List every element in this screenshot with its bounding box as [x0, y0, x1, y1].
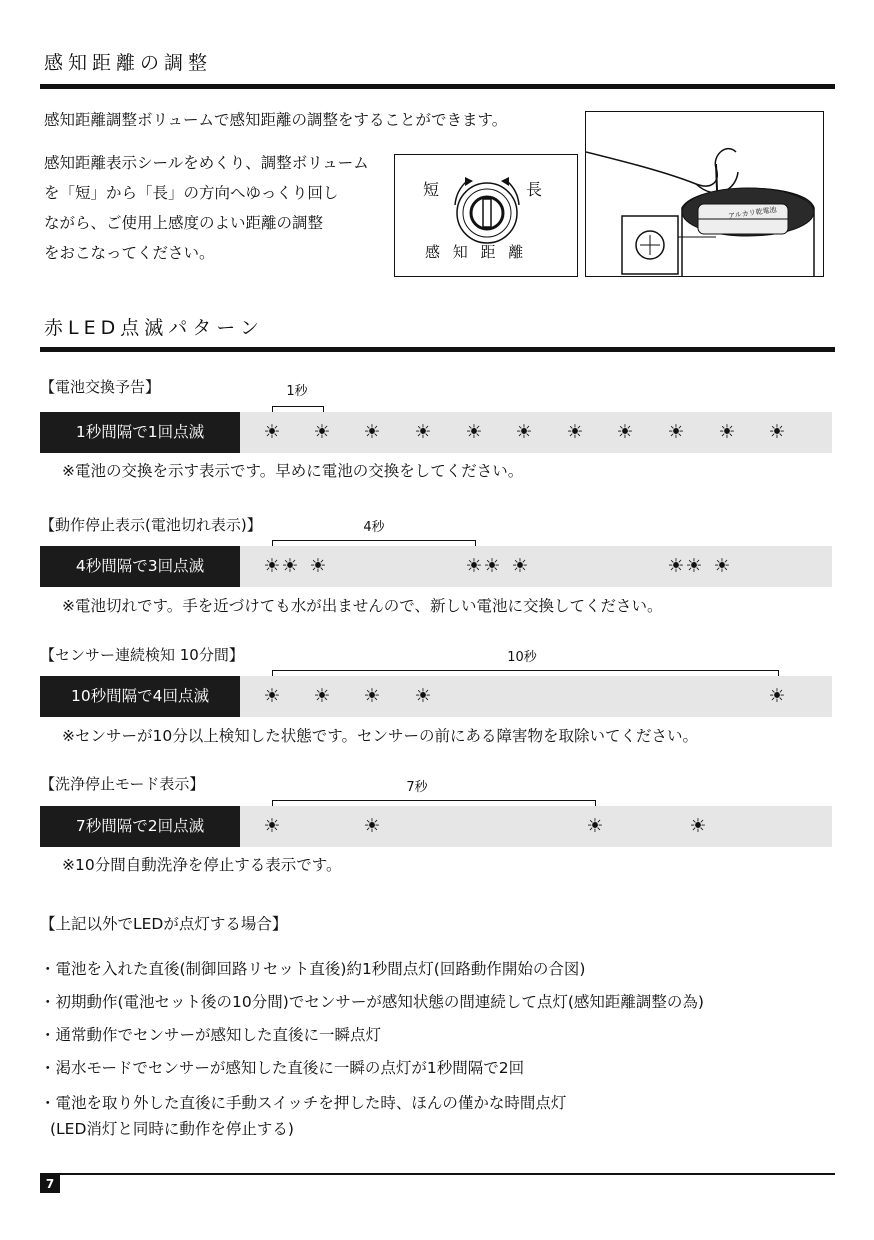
dial-long-label: 長 [526, 180, 543, 199]
led-blink-icon: ☀ [616, 421, 634, 443]
pattern-bar [40, 806, 832, 847]
list-item: ・初期動作(電池セット後の10分間)でセンサーが感知状態の間連続して点灯(感知距離調整の為) [40, 993, 704, 1011]
bracket-label: 4秒 [363, 520, 385, 535]
led-blink-icon: ☀ [768, 421, 786, 443]
bracket-label: 7秒 [406, 780, 428, 795]
page-number: 7 [40, 1175, 60, 1193]
pattern-label: 1秒間隔で1回点滅 [40, 412, 240, 453]
pattern-bar [40, 412, 832, 453]
intro-text: 感知距離調整ボリュームで感知距離の調整をすることができます。 [44, 111, 508, 129]
pattern-label: 7秒間隔で2回点滅 [40, 806, 240, 847]
section-title-led: 赤LED点滅パターン [44, 317, 264, 339]
footer-rule [40, 1173, 835, 1175]
led-blink-icon: ☀ [414, 421, 432, 443]
led-blink-icon: ☀ [465, 555, 483, 577]
pattern-note: ※センサーが10分以上検知した状態です。センサーの前にある障害物を取除いてください。 [62, 727, 698, 745]
pattern-heading: 【電池交換予告】 [40, 378, 161, 396]
led-blink-icon: ☀ [566, 421, 584, 443]
section-rule [40, 347, 835, 352]
instruction-line: 感知距離表示シールをめくり、調整ボリューム [44, 154, 369, 172]
list-item: ・電池を取り外した直後に手動スイッチを押した時、ほんの僅かな時間点灯 [40, 1094, 567, 1112]
led-blink-icon: ☀ [718, 421, 736, 443]
dial-diagram [394, 154, 578, 277]
led-blink-icon: ☀ [363, 685, 381, 707]
led-blink-icon: ☀ [515, 421, 533, 443]
led-blink-icon: ☀ [511, 555, 529, 577]
led-blink-icon: ☀ [667, 555, 685, 577]
bracket-label: 10秒 [507, 650, 537, 665]
dial-short-label: 短 [423, 180, 440, 199]
led-blink-icon: ☀ [363, 421, 381, 443]
other-cases-heading: 【上記以外でLEDが点灯する場合】 [40, 915, 288, 933]
led-blink-icon: ☀ [465, 421, 483, 443]
led-blink-icon: ☀ [263, 421, 281, 443]
pattern-note: ※電池切れです。手を近づけても水が出ませんので、新しい電池に交換してください。 [62, 597, 663, 615]
instruction-line: ながら、ご使用上感度のよい距離の調整 [44, 214, 324, 232]
led-blink-icon: ☀ [363, 815, 381, 837]
battery-label: アルカリ乾電池 [727, 205, 778, 221]
led-blink-icon: ☀ [483, 555, 501, 577]
led-blink-icon: ☀ [713, 555, 731, 577]
list-item: ・通常動作でセンサーが感知した直後に一瞬点灯 [40, 1026, 382, 1044]
led-blink-icon: ☀ [414, 685, 432, 707]
pattern-note: ※10分間自動洗浄を停止する表示です。 [62, 856, 342, 874]
bracket-label: 1秒 [286, 384, 308, 399]
device-photo [585, 111, 824, 277]
pattern-label: 4秒間隔で3回点滅 [40, 546, 240, 587]
list-item: ・渇水モードでセンサーが感知した直後に一瞬の点灯が1秒間隔で2回 [40, 1059, 525, 1077]
instruction-line: を「短」から「長」の方向へゆっくり回し [44, 184, 339, 202]
led-blink-icon: ☀ [263, 555, 281, 577]
led-blink-icon: ☀ [281, 555, 299, 577]
led-blink-icon: ☀ [313, 685, 331, 707]
pattern-heading: 【洗浄停止モード表示】 [40, 775, 205, 793]
list-item: ・電池を入れた直後(制御回路リセット直後)約1秒間点灯(回路動作開始の合図) [40, 960, 586, 978]
device-illustration-icon [586, 112, 823, 276]
pattern-bar [40, 676, 832, 717]
led-blink-icon: ☀ [768, 685, 786, 707]
section-title-distance: 感知距離の調整 [44, 52, 213, 74]
led-blink-icon: ☀ [685, 555, 703, 577]
section-rule [40, 84, 835, 89]
led-blink-icon: ☀ [309, 555, 327, 577]
pattern-heading: 【センサー連続検知 10分間】 [40, 646, 244, 664]
led-blink-icon: ☀ [689, 815, 707, 837]
pattern-bar [40, 546, 832, 587]
pattern-note: ※電池の交換を示す表示です。早めに電池の交換をしてください。 [62, 462, 524, 480]
pattern-label: 10秒間隔で4回点滅 [40, 676, 240, 717]
led-blink-icon: ☀ [667, 421, 685, 443]
pattern-heading: 【動作停止表示(電池切れ表示)】 [40, 516, 262, 534]
led-blink-icon: ☀ [263, 685, 281, 707]
list-item-continuation: (LED消灯と同時に動作を停止する) [50, 1120, 294, 1138]
led-blink-icon: ☀ [263, 815, 281, 837]
led-blink-icon: ☀ [313, 421, 331, 443]
instruction-line: をおこなってください。 [44, 244, 215, 262]
dial-caption: 感 知 距 離 [425, 243, 528, 261]
instruction-text [44, 148, 369, 268]
led-blink-icon: ☀ [586, 815, 604, 837]
